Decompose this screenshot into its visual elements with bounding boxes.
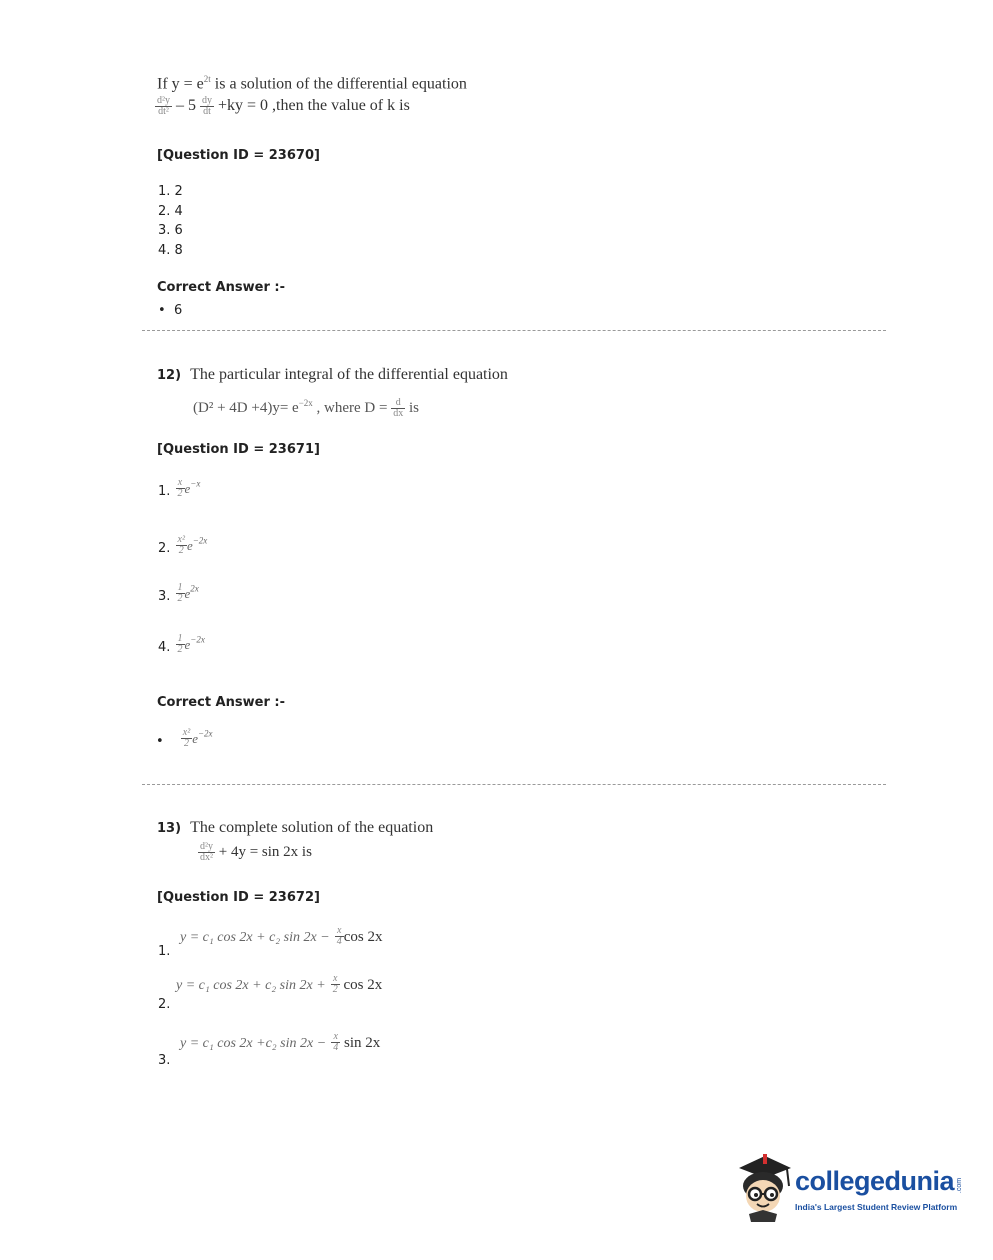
q12-option-1-denominator: 2 — [177, 488, 183, 499]
q12-statement-line1 — [157, 364, 508, 384]
q12-option-3-exponent: 2x — [190, 583, 199, 594]
q12-option-1-base: e — [184, 481, 191, 496]
q12-option-2[interactable] — [158, 535, 207, 556]
logo-wordmark — [795, 1166, 967, 1197]
q11-exponent: 2t — [203, 74, 211, 84]
q12-option-4-exponent: −2x — [190, 634, 205, 645]
q12-option-3[interactable] — [158, 583, 199, 604]
q11-option-4[interactable]: 4. 8 — [158, 242, 183, 258]
q12-option-4-number: 4. — [158, 640, 171, 655]
q12-correct-numerator: x² — [182, 727, 191, 738]
q13-option-2-denominator: 2 — [332, 984, 338, 995]
logo-tagline: India's Largest Student Review Platform — [795, 1202, 958, 1212]
q12-correct-exponent: −2x — [197, 728, 213, 739]
q12-option-1-exponent: −x — [190, 478, 201, 489]
q13-fraction-d2y-dx2 — [198, 842, 215, 863]
q12-question-id: [Question ID = 23671] — [157, 442, 320, 457]
q13-option-3-number: 3. — [158, 1053, 171, 1068]
q13-option-2-fraction — [331, 974, 340, 995]
q12-option-4-numerator: 1 — [177, 633, 183, 644]
q12-option-1-numerator: x — [177, 477, 183, 488]
q13-option-1-expression: y = c₁ cos 2x + c₂ sin 2x − — [180, 930, 330, 945]
q13-frac-numerator: d²y — [200, 841, 213, 852]
q11-correct-answer — [158, 303, 182, 318]
q11-correct-value: 6 — [173, 303, 183, 318]
q12-line1-text: The particular integral of the differential equation — [190, 366, 508, 383]
q12-option-2-numerator: x² — [177, 534, 185, 545]
q12-frac-numerator: d — [395, 397, 401, 409]
q12-option-2-exponent: −2x — [192, 535, 208, 546]
logo-suffix: .com — [956, 1177, 964, 1194]
q13-option-1-numerator: x — [337, 925, 342, 936]
q13-option-3-fraction — [331, 1032, 340, 1053]
separator-1 — [142, 330, 886, 331]
q11-minus-five: – 5 — [176, 97, 196, 115]
q12-correct-denominator: 2 — [181, 738, 192, 749]
q12-option-3-base: e — [184, 586, 191, 601]
q12-option-1-fraction — [176, 478, 185, 499]
bullet-icon: • — [156, 734, 164, 749]
q11-option-1[interactable]: 1. 2 — [158, 184, 183, 199]
q12-option-2-number: 2. — [158, 541, 171, 556]
q13-frac-denominator: dx² — [200, 852, 213, 863]
q13-option-2-expression: y = c₁ cos 2x + c₂ sin 2x + — [176, 978, 326, 993]
q13-statement-line1 — [157, 817, 433, 837]
q12-equation — [193, 398, 419, 419]
q13-option-1[interactable] — [180, 926, 383, 947]
bullet-icon: • — [158, 303, 166, 318]
q12-frac-denominator: dx — [393, 408, 404, 420]
q12-eq-left: (D² + 4D +4)y= e — [193, 400, 299, 416]
q12-option-3-fraction — [176, 583, 185, 604]
q11-fraction-d2y-dt2 — [155, 96, 172, 117]
q13-option-2-numerator: x — [333, 973, 338, 984]
q13-option-1-number: 1. — [158, 944, 171, 959]
q11-option-2[interactable]: 2. 4 — [158, 203, 183, 219]
q12-option-3-denominator: 2 — [177, 593, 183, 604]
q12-correct-fraction — [181, 728, 192, 749]
q13-line1-text: The complete solution of the equation — [190, 819, 434, 836]
q13-option-1-fraction — [335, 926, 344, 947]
q13-option-3[interactable] — [180, 1032, 380, 1053]
q13-question-id: [Question ID = 23672] — [157, 890, 320, 905]
q11-fraction-dy-dt — [200, 96, 214, 117]
q11-statement-line1 — [157, 74, 467, 93]
collegedunia-logo[interactable] — [735, 1152, 965, 1224]
q13-option-3-tail: sin 2x — [340, 1035, 381, 1051]
q12-option-3-number: 3. — [158, 589, 171, 604]
q12-eq-exponent: −2x — [298, 398, 313, 408]
q12-eq-end: is — [408, 400, 419, 416]
q12-option-4[interactable] — [158, 634, 205, 655]
q13-option-2-tail: cos 2x — [339, 977, 383, 993]
q12-option-1-number: 1. — [158, 484, 171, 499]
q12-eq-mid: , where D = — [312, 400, 388, 416]
q12-option-4-base: e — [184, 637, 191, 652]
q12-option-3-numerator: 1 — [177, 582, 183, 593]
q12-correct-answer — [156, 728, 213, 749]
q11-statement-line2 — [155, 96, 410, 117]
q12-option-2-denominator: 2 — [176, 545, 187, 556]
q13-option-2[interactable] — [176, 974, 382, 995]
q11-options-list — [158, 182, 183, 260]
q11-line2-rest: +ky = 0 ,then the value of k is — [218, 97, 410, 115]
separator-2 — [142, 784, 886, 785]
q13-eq-rest: + 4y = sin 2x is — [218, 843, 312, 860]
q12-option-1[interactable] — [158, 478, 200, 499]
q11-line1-rest: is a solution of the differential equation — [210, 75, 467, 93]
q12-correct-answer-label: Correct Answer :- — [157, 695, 285, 710]
q12-number: 12) — [157, 368, 182, 383]
q12-correct-base: e — [192, 731, 198, 746]
q13-equation — [198, 842, 312, 863]
q13-option-3-numerator: x — [333, 1031, 338, 1042]
q13-option-3-expression: y = c₁ cos 2x +c₂ sin 2x − — [180, 1036, 327, 1051]
q12-option-4-fraction — [176, 634, 185, 655]
mascot-icon — [735, 1152, 793, 1222]
q12-option-2-fraction — [176, 535, 187, 556]
q11-question-id: [Question ID = 23670] — [157, 148, 320, 163]
q13-option-1-tail: cos 2x — [343, 929, 383, 945]
q12-option-4-denominator: 2 — [177, 644, 183, 655]
q11-option-3[interactable]: 3. 6 — [158, 223, 183, 238]
q11-correct-answer-label: Correct Answer :- — [157, 280, 285, 295]
q11-frac1-denominator: dt² — [155, 106, 172, 117]
q11-frac2-denominator: dt — [200, 106, 214, 117]
q13-option-2-number: 2. — [158, 997, 171, 1012]
q11-line1-text: If y = e — [157, 75, 204, 93]
logo-name: collegedunia — [795, 1166, 955, 1196]
q11-frac1-numerator: d²y — [157, 95, 170, 106]
q13-option-1-denominator: 4 — [336, 936, 342, 947]
q13-number: 13) — [157, 821, 182, 836]
q13-option-3-denominator: 4 — [333, 1042, 339, 1053]
q12-fraction-d-dx — [391, 398, 405, 419]
q12-option-2-base: e — [186, 538, 193, 553]
q11-frac2-numerator: dy — [202, 95, 212, 106]
